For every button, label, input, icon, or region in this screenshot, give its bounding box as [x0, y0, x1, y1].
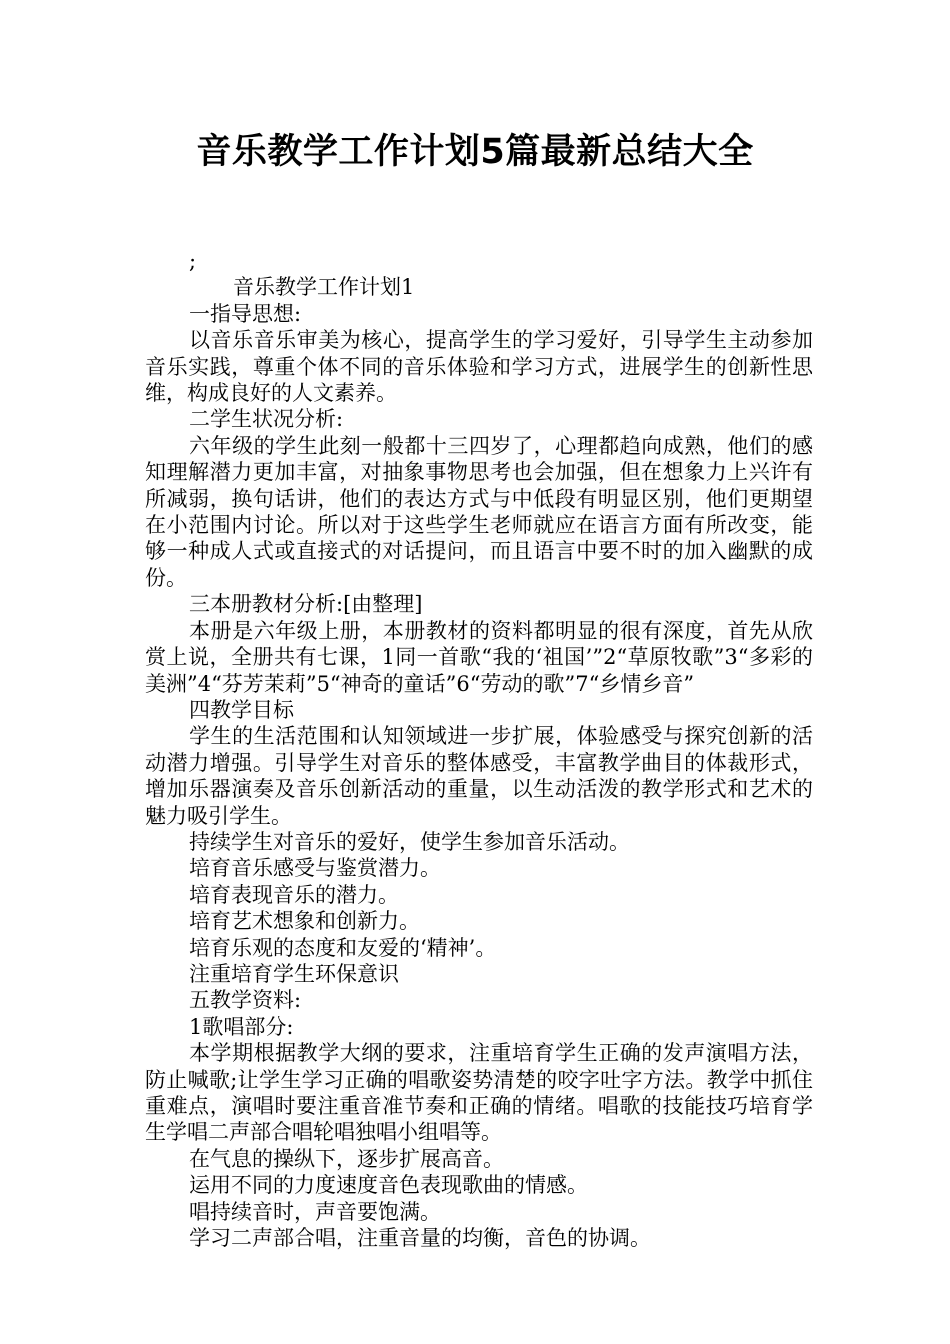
- paragraph: 运用不同的力度速度音色表现歌曲的情感。: [189, 1173, 588, 1198]
- paragraph: 五教学资料:: [189, 988, 302, 1013]
- paragraph: 1歌唱部分:: [189, 1014, 294, 1039]
- paragraph: ;: [189, 249, 197, 273]
- paragraph: 培育乐观的态度和友爱的‘精神’。: [189, 935, 497, 960]
- paragraph: 唱持续音时，声音要饱满。: [189, 1199, 441, 1224]
- paragraph: 学生的生活范围和认知领域进一步扩展，体验感受与探究创新的活动潜力增强。引导学生对音乐的整体感受，丰富教学曲目的体裁形式，增加乐器演奏及音乐创新活动的重量，以生动活泼的教学形式和艺术的魅力吸引学生。: [145, 724, 813, 828]
- document-body: [145, 248, 813, 1251]
- paragraph: 本册是六年级上册，本册教材的资料都明显的很有深度，首先从欣赏上说，全册共有七课，1同一首歌“我的‘祖国’”2“草原牧歌”3“多彩的美洲”4“芬芳茉莉”5“神奇的童话”6“劳动的歌”7“乡情乡音”: [145, 618, 813, 696]
- paragraph: 六年级的学生此刻一般都十三四岁了，心理都趋向成熟，他们的感知理解潜力更加丰富，对抽象事物思考也会加强，但在想象力上兴许有所减弱，换句话讲，他们的表达方式与中低段有明显区别，他们更期望在小范围内讨论。所以对于这些学生老师就应在语言方面有所改变，能够一种成人式或直接式的对话提问，而且语言中要不时的加入幽默的成份。: [145, 433, 813, 590]
- paragraph: 二学生状况分析:: [189, 407, 344, 432]
- paragraph: 音乐教学工作计划1: [233, 275, 415, 300]
- paragraph: 学习二声部合唱，注重音量的均衡，音色的协调。: [189, 1226, 651, 1251]
- paragraph: 以音乐音乐审美为核心，提高学生的学习爱好，引导学生主动参加音乐实践，尊重个体不同的音乐体验和学习方式，进展学生的创新性思维，构成良好的人文素养。: [145, 328, 813, 406]
- paragraph: 培育表现音乐的潜力。: [189, 882, 399, 907]
- paragraph: 本学期根据教学大纲的要求，注重培育学生正确的发声演唱方法，防止喊歌;让学生学习正确的唱歌姿势清楚的咬字吐字方法。教学中抓住重难点，演唱时要注重音准节奏和正确的情绪。唱歌的技能技巧培育学生学唱二声部合唱轮唱独唱小组唱等。: [145, 1041, 813, 1145]
- document-title: 音乐教学工作计划5篇最新总结大全: [196, 132, 754, 172]
- paragraph: 四教学目标: [189, 697, 294, 722]
- paragraph: 培育音乐感受与鉴赏潜力。: [189, 856, 441, 881]
- paragraph: 在气息的操纵下，逐步扩展高音。: [189, 1146, 504, 1171]
- paragraph: 注重培育学生环保意识: [189, 961, 399, 986]
- paragraph: 持续学生对音乐的爱好，使学生参加音乐活动。: [189, 829, 630, 854]
- paragraph: 一指导思想:: [189, 301, 302, 326]
- paragraph: 三本册教材分析:[由整理]: [189, 592, 423, 617]
- paragraph: 培育艺术想象和创新力。: [189, 909, 420, 934]
